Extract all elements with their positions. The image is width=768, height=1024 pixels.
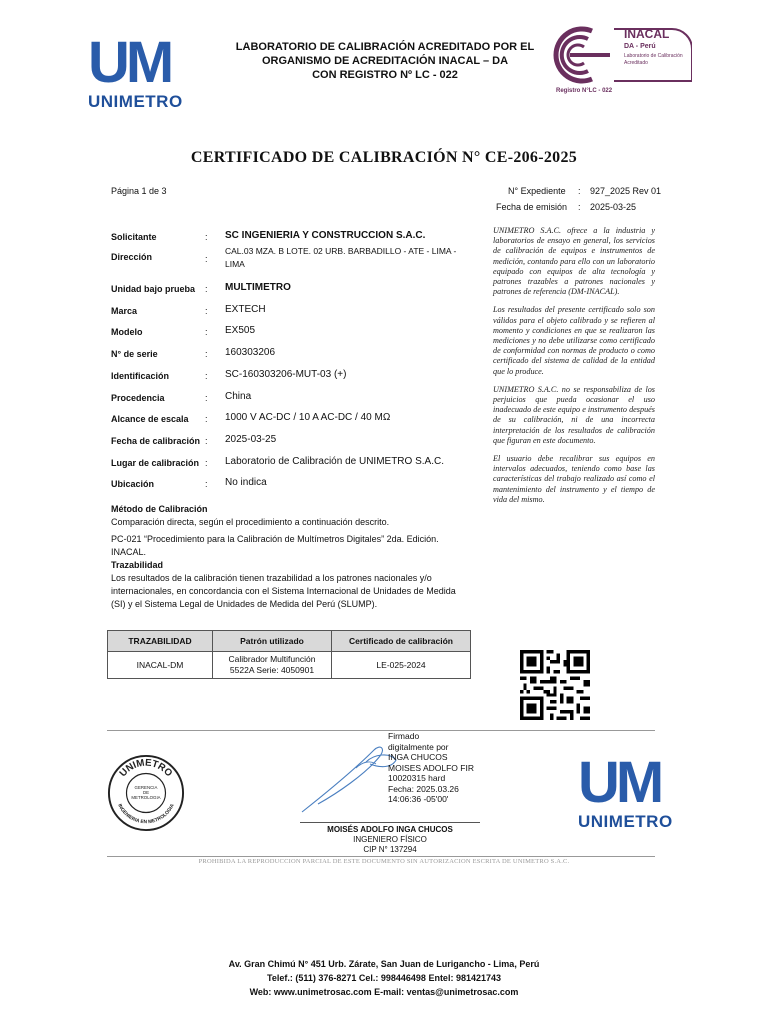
emision-label: Fecha de emisión [496, 202, 568, 212]
field-label-lugar: Lugar de calibración [111, 458, 200, 468]
field-colon: : [205, 232, 208, 242]
logo-mark: UM [88, 30, 171, 95]
inacal-sub: DA - Perú [624, 43, 656, 50]
signature-underline [300, 822, 480, 823]
expediente-colon: : [578, 186, 581, 196]
table-cell: INACAL-DM [108, 652, 213, 679]
field-colon: : [205, 371, 208, 381]
field-label-procedencia: Procedencia [111, 393, 165, 403]
field-value-unidad: MULTIMETRO [225, 282, 291, 293]
disclaimer-paragraph: UNIMETRO S.A.C. ofrece a la industria y laboratorios de ensayo en general, los servicios de calibración de equipos e instrumentos de medición, contando para ello con un laboratorio equipado con equipos de alta tecnología y patrones trazables a patrones nacionales y patrones de referencia (DM-INACAL). [493, 226, 655, 297]
company-seal-icon [107, 754, 185, 832]
field-colon: : [205, 458, 208, 468]
inacal-desc-1: Laboratorio de Calibración [624, 53, 683, 59]
field-colon: : [205, 306, 208, 316]
inacal-registration: Registro N°LC - 022 [556, 88, 613, 94]
disclaimer-paragraph: El usuario debe recalibrar sus equipos en intervalos adecuados, teniendo como base las características del trabajo realizado así como el mantenimiento del instrumento y el tiempo de vida del mismo. [493, 454, 655, 504]
header-line-1: LABORATORIO DE CALIBRACIÓN ACREDITADO POR EL [235, 41, 535, 53]
field-colon: : [205, 284, 208, 294]
prohibition-notice: PROHIBIDA LA REPRODUCCION PARCIAL DE ESTE DOCUMENTO SIN AUTORIZACION ESCRITA DE UNIMETRO S.A.C. [198, 858, 570, 865]
header-line-2: ORGANISMO DE ACREDITACIÓN INACAL – DA [261, 55, 509, 67]
field-label-unidad: Unidad bajo prueba [111, 284, 196, 294]
field-label-modelo: Modelo [111, 327, 143, 337]
unimetro-logo [88, 30, 183, 111]
inacal-name: INACAL [624, 27, 670, 41]
field-value-procedencia: China [225, 391, 252, 402]
disclaimer-paragraph: UNIMETRO S.A.C. no se responsabiliza de los perjuicios que pueda ocasionar el uso inadecuado de este equipo e instrumento después de su calibración, ni de una incorrecta interpretación de los resultados de calibración que figuran en este documento. [493, 384, 655, 445]
signature-line: digitalmente por [388, 741, 449, 752]
field-value-identificacion: SC-160303206-MUT-03 (+) [225, 369, 347, 380]
field-value-solicitante: SC INGENIERIA Y CONSTRUCCION S.A.C. [225, 230, 426, 241]
qr-code-icon [520, 650, 590, 720]
inacal-desc-2: Acreditado [624, 60, 648, 66]
disclaimer-notes [493, 226, 655, 513]
signature-line: 14:06:36 -05'00' [388, 794, 449, 804]
field-value-fecha-calibracion: 2025-03-25 [225, 434, 277, 445]
field-colon: : [205, 479, 208, 489]
field-colon: : [205, 414, 208, 424]
table-header: Certificado de calibración [332, 631, 471, 652]
digital-signature-text [388, 731, 488, 805]
field-colon: : [205, 349, 208, 359]
table-cell: LE-025-2024 [332, 652, 471, 679]
field-value-direccion: CAL.03 MZA. B LOTE. 02 URB. BARBADILLO - ATE - LIMA - [225, 246, 457, 256]
method-heading: Método de Calibración [111, 504, 208, 514]
field-label-marca: Marca [111, 306, 138, 316]
header-line-3: CON REGISTRO Nº LC - 022 [312, 69, 458, 81]
field-label-alcance: Alcance de escala [111, 414, 189, 424]
trace-line: (SI) y el Sistema Legal de Unidades de Medida del Perú (SLUMP). [111, 599, 378, 609]
table-cell [213, 652, 332, 679]
footer-phones: Telef.: (511) 376-8271 Cel.: 998446498 Entel: 981421743 [267, 973, 501, 983]
signature-line: Firmado [388, 731, 420, 741]
page-info: Página 1 de 3 [111, 186, 167, 196]
signature-line: 10020315 hard [388, 773, 446, 783]
disclaimer-paragraph: Los resultados del presente certificado solo son válidos para el objeto calibrado y se refieren al momento y condiciones en que se realizaron las mediciones y no debe utilizarse como certificado de conformidad con normas de producto o como certificado del sistema de calidad de la entidad que lo produce. [493, 305, 655, 376]
field-value-direccion-2: LIMA [225, 259, 245, 269]
seal-center-2: DE [142, 789, 150, 795]
footer-web: Web: www.unimetrosac.com E-mail: ventas@unimetrosac.com [249, 987, 519, 997]
seal-center-3: METROLOGIA [131, 794, 161, 800]
method-line: INACAL. [111, 547, 147, 557]
trace-heading: Trazabilidad [111, 560, 164, 570]
field-colon: : [205, 436, 208, 446]
table-header: Patrón utilizado [213, 631, 332, 652]
footer-contact [0, 957, 768, 999]
header-accreditation-text [225, 40, 545, 82]
field-colon: : [205, 327, 208, 337]
method-line: PC-021 “Procedimiento para la Calibración de Multímetros Digitales” 2da. Edición. [111, 534, 439, 544]
logo-word: UNIMETRO [578, 812, 673, 831]
field-label-identificacion: Identificación [111, 371, 170, 381]
field-label-solicitante: Solicitante [111, 232, 157, 242]
table-cell-line: Calibrador Multifunción [228, 654, 316, 664]
signer-role: INGENIERO FÍSICO [353, 835, 427, 844]
field-value-modelo: EX505 [225, 325, 256, 336]
logo-word: UNIMETRO [88, 92, 183, 111]
field-value-lugar: Laboratorio de Calibración de UNIMETRO S.A.C. [225, 456, 444, 467]
seal-bottom-text: INGENIERIA EN METROLOGIA [116, 803, 176, 826]
field-value-marca: EXTECH [225, 304, 266, 315]
table-header: TRAZABILIDAD [108, 631, 213, 652]
field-colon: : [205, 393, 208, 403]
expediente-value: 927_2025 Rev 01 [590, 186, 662, 196]
field-value-ubicacion: No indica [225, 477, 267, 488]
trace-line: internacionales, en concordancia con el Sistema Internacional de Unidades de Medida [111, 586, 456, 596]
certificate-title: CERTIFICADO DE CALIBRACIÓN N° CE-206-2025 [190, 149, 578, 166]
divider [107, 856, 655, 857]
logo-mark: UM [578, 750, 661, 815]
seal-top-text: UNIMETRO [117, 757, 175, 780]
method-section [111, 503, 481, 611]
emision-value: 2025-03-25 [590, 202, 637, 212]
field-label-direccion: Dirección [111, 252, 153, 262]
signature-line: INGA CHUCOS [388, 752, 448, 762]
signer-block [290, 825, 490, 855]
field-value-serie: 160303206 [225, 347, 276, 358]
emision-colon: : [578, 202, 581, 212]
table-header-row [108, 631, 471, 652]
trace-line: Los resultados de la calibración tienen trazabilidad a los patrones nacionales y/o [111, 573, 432, 583]
signer-cip: CIP N° 137294 [363, 845, 417, 854]
method-line: Comparación directa, según el procedimiento a continuación descrito. [111, 517, 390, 527]
field-colon: : [205, 254, 208, 264]
signer-name: MOISÉS ADOLFO INGA CHUCOS [327, 825, 453, 834]
field-label-fecha-calibracion: Fecha de calibración [111, 436, 201, 446]
seal-center-1: GERENCIA [134, 785, 158, 791]
field-value-alcance: 1000 V AC-DC / 10 A AC-DC / 40 MΩ [225, 412, 391, 423]
signature-line: Fecha: 2025.03.26 [388, 783, 459, 794]
footer-address: Av. Gran Chimú N° 451 Urb. Zárate, San Juan de Lurigancho - Lima, Perú [228, 959, 540, 969]
table-cell-line: 5522A Serie: 4050901 [229, 665, 315, 675]
divider [107, 730, 655, 731]
unimetro-logo-bottom [578, 750, 673, 831]
expediente-label: N° Expediente [508, 186, 566, 196]
table-row [108, 652, 471, 679]
field-label-serie: N° de serie [111, 349, 158, 359]
traceability-table [107, 630, 471, 679]
field-label-ubicacion: Ubicación [111, 479, 155, 489]
signature-line: MOISES ADOLFO FIR [388, 762, 474, 773]
